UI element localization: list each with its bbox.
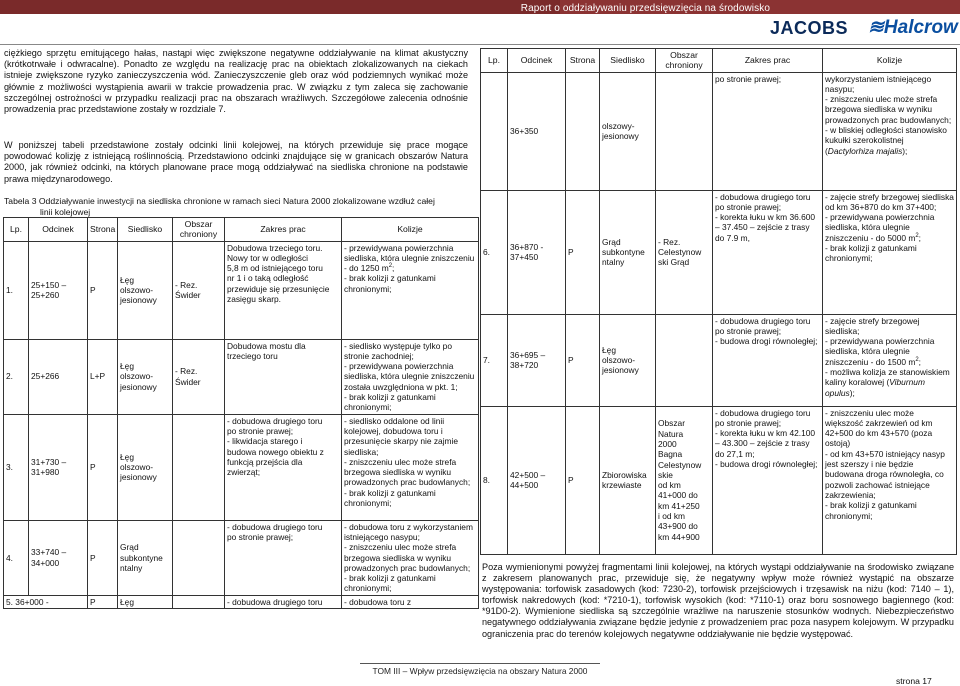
cell-siedlisko: Łęg olszowo- jesionowy: [118, 414, 173, 520]
cell-zakres: - dobudowa drugiego toru po stronie prawej;: [225, 520, 342, 595]
cell-kolizje: - dobudowa toru z wykorzystaniem istniejącego nasypu; - zniszczeniu ulec może strefa brzegowa siedliska w wyniku prowadzonych prac budowlanych; - brak kolizji z gatunkami chronionymi;: [342, 520, 479, 595]
table-row: [481, 190, 957, 314]
cell-lp: 8.: [481, 406, 508, 554]
row5-siedlisko: Łęg: [118, 595, 173, 608]
cell-zakres: - dobudowa drugiego toru po stronie prawej; - likwidacja starego i budowa nowego obiektu z funkcją przejścia dla zwierząt;: [225, 414, 342, 520]
row5-lp-odcinek: 5. 36+000 -: [4, 595, 88, 608]
cell-strona: P: [88, 241, 118, 339]
table-intro-paragraph: W poniższej tabeli przedstawione zostały odcinki linii kolejowej, na których przewiduje się prace mogące powodować kolizję z istniejącą roślinnością. Przedstawiono odcinki znajdujące się w granicach obszarów Natura 2000, jak również odcinki, na których planowane prace mogą oddziaływać na siedliska chronione na podstawie prawa międzynarodowego.: [4, 140, 468, 184]
cell-kolizje: - zajęcie strefy brzegowej siedliska; - przewidywana powierzchnia siedliska, która ulegnie zniszczeniu - do 1500 $m^2$; - możliwa kolizja ze stanowiskiem kaliny koralowej (Viburnum opulus);: [823, 314, 957, 406]
cell-zakres: - dobudowa drugiego toru po stronie prawej; - korekta łuku w km 36.600 – 37.450 – zejście z trasy do 7.9 m,: [713, 190, 823, 314]
cell-siedlisko: Grąd subkontyne ntalny: [118, 520, 173, 595]
col-siedlisko: Siedlisko: [600, 49, 656, 73]
cell-strona: P: [566, 314, 600, 406]
cell-strona: P: [88, 520, 118, 595]
cell-strona: L+P: [88, 339, 118, 414]
habitat-impact-table-left: [3, 217, 479, 609]
table-header-row: [481, 49, 957, 73]
table-row: [481, 314, 957, 406]
col-strona: Strona: [88, 218, 118, 242]
cell-odcinek: 25+150 – 25+260: [29, 241, 88, 339]
col-lp: Lp.: [4, 218, 29, 242]
left-table-body: [4, 241, 479, 595]
cell-lp: 7.: [481, 314, 508, 406]
cell-kolizje: - siedlisko występuje tylko po stronie zachodniej; - przewidywana powierzchnia siedliska, która ulegnie zniszczeniu została uwzględniona w pkt. 1; - brak kolizji z gatunkami chronionymi;: [342, 339, 479, 414]
cell-obszar: [173, 414, 225, 520]
cell-obszar: [656, 72, 713, 190]
footer-divider: [360, 663, 600, 664]
intro-paragraph: ciężkiego sprzętu emitującego hałas, nastąpi więc zwiększone negatywne oddziaływanie na klimat akustyczny (krótkotrwałe i odwracalne). Ponadto ze względu na realizację prac na obiektach zlokalizowanych na ciekach istnieje zwiększone ryzyko zanieczyszczenia wód. Zanieczyszczenie gleb oraz wód podziemnych wynikać może głównie z możliwości wystąpienia awarii w trakcie prowadzenia prac. W związku z tym zaleca się zachowanie szczególnej ostrożności w przypadku realizacji prac na obszarach wrażliwych. Szczegółowe zalecenia odnośnie prowadzenia prac przedstawione zostały w rozdziale 7.: [4, 48, 468, 115]
cell-obszar: [173, 520, 225, 595]
conclusion-paragraph: Poza wymienionymi powyżej fragmentami linii kolejowej, na których wystąpi oddziaływanie na środowisko związane z zakresem planowanych prac, przewiduje się, że negatywny wpływ może również wystąpić na obszarze występowania: torfowisk zasadowych (kod: 7230-2), torfowisk przejściowych i trzęsawisk na niżu (kod: 7140 – 1), torfowisk nakredowych (kod: *7210-1), torfowisk wysokich (kod: *7110-1) oraz boru sosnowego bagiennego (kod: *91D0-2). Wymienione siedliska są szczególnie wrażliwe na naruszenie stosunków wodnych. Niebezpieczeństwo negatywnego oddziaływania związane będzie jedynie z prowadzeniem prac poza nasypem kolejowym. W przypadku ograniczenia prac do terenów kolejowych negatywne oddziaływanie nie będzie występować.: [482, 562, 954, 639]
cell-odcinek: 36+350: [508, 72, 566, 190]
cell-lp: 1.: [4, 241, 29, 339]
footer-title: TOM III – Wpływ przedsięwzięcia na obszary Natura 2000: [372, 666, 588, 676]
table-row: [4, 595, 479, 608]
col-obszar: Obszar chroniony: [656, 49, 713, 73]
cell-odcinek: 36+870 - 37+450: [508, 190, 566, 314]
col-zakres: Zakres prac: [225, 218, 342, 242]
cell-zakres: po stronie prawej;: [713, 72, 823, 190]
cell-lp: 2.: [4, 339, 29, 414]
table-caption: [4, 196, 476, 218]
col-lp: Lp.: [481, 49, 508, 73]
table-row: [4, 339, 479, 414]
col-strona: Strona: [566, 49, 600, 73]
table-header-row: [4, 218, 479, 242]
col-siedlisko: Siedlisko: [118, 218, 173, 242]
header-title: Raport o oddziaływaniu przedsięwzięcia na środowisko: [520, 3, 770, 14]
cell-strona: [566, 72, 600, 190]
cell-odcinek: 42+500 – 44+500: [508, 406, 566, 554]
row5-kolizje: - dobudowa toru z: [342, 595, 479, 608]
cell-zakres: Dobudowa trzeciego toru. Nowy tor w odległości 5,8 m od istniejącego toru nr 1 i o taką odległość przewiduje się przesunięcie zasięgu skarp.: [225, 241, 342, 339]
cell-siedlisko: olszowy- jesionowy: [600, 72, 656, 190]
col-kolizje: Kolizje: [342, 218, 479, 242]
cell-odcinek: 25+266: [29, 339, 88, 414]
col-odcinek: Odcinek: [29, 218, 88, 242]
cell-strona: P: [566, 406, 600, 554]
row5-strona: P: [88, 595, 118, 608]
col-obszar: Obszar chroniony: [173, 218, 225, 242]
cell-lp: 4.: [4, 520, 29, 595]
cell-zakres: - dobudowa drugiego toru po stronie prawej; - korekta łuku w km 42.100 – 43.300 – zejście z trasy do 27,1 m; - budowa drogi równoległej;: [713, 406, 823, 554]
cell-obszar: - Rez. Świder: [173, 339, 225, 414]
cell-siedlisko: Łęg olszowo- jesionowy: [118, 241, 173, 339]
table-caption-line-1: Tabela 3 Oddziaływanie inwestycji na siedliska chronione w ramach sieci Natura 2000 zlokalizowane wzdłuż całej: [4, 196, 435, 206]
cell-strona: P: [88, 414, 118, 520]
cell-obszar: Obszar Natura 2000 Bagna Celestynow skie od km 41+000 do km 41+250 i od km 43+900 do km 44+900: [656, 406, 713, 554]
cell-siedlisko: Łęg olszowo- jesionowy: [118, 339, 173, 414]
halcrow-logo: ≋Halcrow: [868, 17, 958, 38]
cell-odcinek: 33+740 – 34+000: [29, 520, 88, 595]
row5-obszar: [173, 595, 225, 608]
cell-odcinek: 36+695 – 38+720: [508, 314, 566, 406]
header-divider: [0, 44, 960, 45]
cell-obszar: - Rez. Świder: [173, 241, 225, 339]
cell-lp: [481, 72, 508, 190]
right-table-body: [481, 72, 957, 554]
cell-odcinek: 31+730 – 31+980: [29, 414, 88, 520]
cell-kolizje: - zajęcie strefy brzegowej siedliska od km 36+870 do km 37+400; - przewidywana powierzchnia siedliska, która ulegnie zniszczeniu - do 5000 $m^2$; - brak kolizji z gatunkami chronionymi;: [823, 190, 957, 314]
page-number: strona 17: [896, 676, 932, 686]
cell-siedlisko: Zbiorowiska krzewiaste: [600, 406, 656, 554]
col-kolizje: Kolizje: [823, 49, 957, 73]
table-row: [481, 406, 957, 554]
cell-kolizje: wykorzystaniem istniejącego nasypu; - zniszczeniu ulec może strefa brzegowa siedliska w wyniku prowadzonych prac budowlanych; - w bliskiej odległości stanowisko kukułki szerokolistnej (Dactylorhiza majalis);: [823, 72, 957, 190]
col-zakres: Zakres prac: [713, 49, 823, 73]
cell-lp: 3.: [4, 414, 29, 520]
cell-siedlisko: Łęg olszowo- jesionowy: [600, 314, 656, 406]
cell-kolizje: - przewidywana powierzchnia siedliska, która ulegnie zniszczeniu - do 1250 $m^2$; - brak kolizji z gatunkami chronionymi;: [342, 241, 479, 339]
cell-kolizje: - siedlisko oddalone od linii kolejowej, dobudowa toru i przesunięcie skarpy nie zajmie siedliska; - zniszczeniu ulec może strefa brzegowa siedliska w wyniku prowadzonych prac budowlanych; - brak kolizji z gatunkami chronionymi;: [342, 414, 479, 520]
cell-obszar: - Rez. Celestynow ski Grąd: [656, 190, 713, 314]
cell-strona: P: [566, 190, 600, 314]
table-row: [4, 414, 479, 520]
halcrow-logo-text: Halcrow: [883, 17, 958, 38]
table-row: [4, 241, 479, 339]
habitat-impact-table-right: [480, 48, 957, 555]
cell-kolizje: - zniszczeniu ulec może większość zakrzewień od km 42+500 do km 43+570 (poza ostoją) - od km 43+570 istniejący nasyp jest szerszy i nie będzie budowana droga równoległa, co pozwoli zachować istniejące zakrzewienia; - brak kolizji z gatunkami chronionymi;: [823, 406, 957, 554]
col-odcinek: Odcinek: [508, 49, 566, 73]
cell-zakres: - dobudowa drugiego toru po stronie prawej; - budowa drogi równoległej;: [713, 314, 823, 406]
table-caption-line-2: linii kolejowej: [40, 207, 91, 217]
table-row: [481, 72, 957, 190]
jacobs-logo: JACOBS: [770, 18, 849, 38]
table-row: [4, 520, 479, 595]
row5-zakres: - dobudowa drugiego toru: [225, 595, 342, 608]
cell-obszar: [656, 314, 713, 406]
cell-zakres: Dobudowa mostu dla trzeciego toru: [225, 339, 342, 414]
cell-lp: 6.: [481, 190, 508, 314]
cell-siedlisko: Grąd subkontyne ntalny: [600, 190, 656, 314]
